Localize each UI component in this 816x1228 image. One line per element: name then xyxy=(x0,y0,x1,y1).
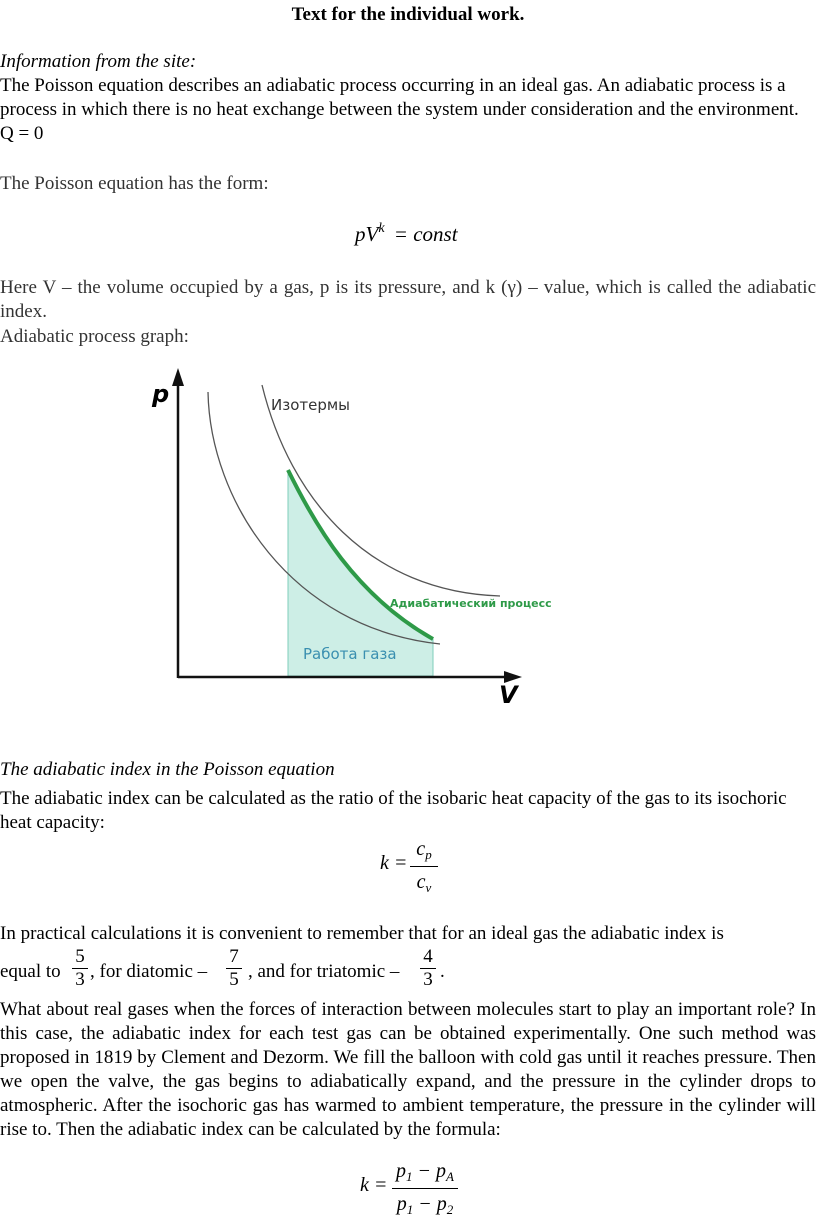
real-gases-paragraph: What about real gases when the forces of interaction between molecules start to play an important role? In this case, the adiabatic index for each test gas can be obtained experimentally. One such method was proposed in 1819 by Clement and Dezorm. We fill the balloon with cold gas until it reaches pressure. Then we open the valve, the gas begins to adiabatically expand, and the pressure in the cylinder drops to atmospheric. After the isochoric gas has warmed to ambient temperature, the pressure in the cylinder will rise to. Then the adiabatic index can be calculated by the formula: xyxy=(0,999,816,1140)
eq3-num-b: p xyxy=(436,1160,447,1182)
here-paragraph: Here V – the volume occupied by a gas, p is its pressure, and k (γ) – value, which is called the adiabatic index. xyxy=(0,277,816,322)
form-text: The Poisson equation has the form: xyxy=(0,173,269,194)
eq3-denominator xyxy=(392,1189,458,1221)
eq2-fraction xyxy=(410,838,438,899)
work-label: Работа газа xyxy=(303,645,397,663)
eq1-rhs: = const xyxy=(393,222,458,246)
pl2-c: , and for triatomic – xyxy=(248,961,400,982)
fraction-triatomic xyxy=(420,946,436,991)
pl2-b: , for diatomic – xyxy=(90,961,208,982)
practical-line-1: In practical calculations it is convenient to remember that for an ideal gas the adiabatic index is xyxy=(0,923,724,944)
ratio-paragraph: The adiabatic index can be calculated as the ratio of the isobaric heat capacity of the gas to its isochoric heat capacity: xyxy=(0,788,787,833)
eq3-lhs: k = xyxy=(360,1174,388,1196)
eq2-numerator xyxy=(410,838,438,867)
v-axis-label: V xyxy=(499,681,518,709)
f3-denominator: 3 xyxy=(423,969,433,990)
pl2-a: equal to xyxy=(0,961,61,982)
p-axis-arrow xyxy=(172,368,184,386)
pl2-d: . xyxy=(440,961,445,982)
graph-caption: Adiabatic process graph: xyxy=(0,326,189,347)
page-title: Text for the individual work. xyxy=(291,4,525,25)
eq3-numerator xyxy=(392,1160,458,1189)
eq3-den-b: p xyxy=(436,1193,447,1215)
fraction-diatomic xyxy=(226,946,242,991)
eq3-den-op: − xyxy=(413,1193,437,1215)
eq3-den-a-sub: 1 xyxy=(406,1202,414,1217)
p-axis-label: p xyxy=(152,380,170,408)
f1-denominator: 3 xyxy=(75,969,85,990)
eq3-fraction xyxy=(392,1160,458,1221)
section-title: The adiabatic index in the Poisson equation xyxy=(0,759,335,780)
info-label: Information from the site: xyxy=(0,51,197,72)
fraction-monatomic xyxy=(72,946,88,991)
f2-denominator: 5 xyxy=(229,969,239,990)
f3-numerator: 4 xyxy=(420,946,436,969)
eq3-den-b-sub: 2 xyxy=(446,1202,454,1217)
eq1-exponent: k xyxy=(378,221,385,236)
eq2-den-c: c xyxy=(416,871,426,893)
adiabatic-process-graph xyxy=(150,360,570,710)
eq3-den-a: p xyxy=(396,1193,407,1215)
eq2-denominator xyxy=(410,867,438,899)
eq3-num-b-sub: A xyxy=(446,1169,454,1184)
f1-numerator: 5 xyxy=(72,946,88,969)
eq2-lhs: k = xyxy=(380,852,408,874)
eq2-num-c: c xyxy=(416,838,426,860)
poisson-equation xyxy=(355,221,458,247)
f2-numerator: 7 xyxy=(226,946,242,969)
adiabatic-label: Адиабатический процесс xyxy=(390,597,552,610)
eq1-lhs: pV xyxy=(355,222,379,246)
eq2-den-sub: v xyxy=(425,880,432,895)
eq2-num-sub: p xyxy=(425,847,432,862)
isotherms-label: Изотермы xyxy=(271,396,351,414)
intro-paragraph: The Poisson equation describes an adiabatic process occurring in an ideal gas. An adiabatic process is a process in which there is no heat exchange between the system under consideration and the environment. Q = 0 xyxy=(0,75,799,144)
eq3-num-a: p xyxy=(396,1160,407,1182)
eq3-num-a-sub: 1 xyxy=(406,1169,413,1184)
eq3-num-op: − xyxy=(412,1160,437,1182)
